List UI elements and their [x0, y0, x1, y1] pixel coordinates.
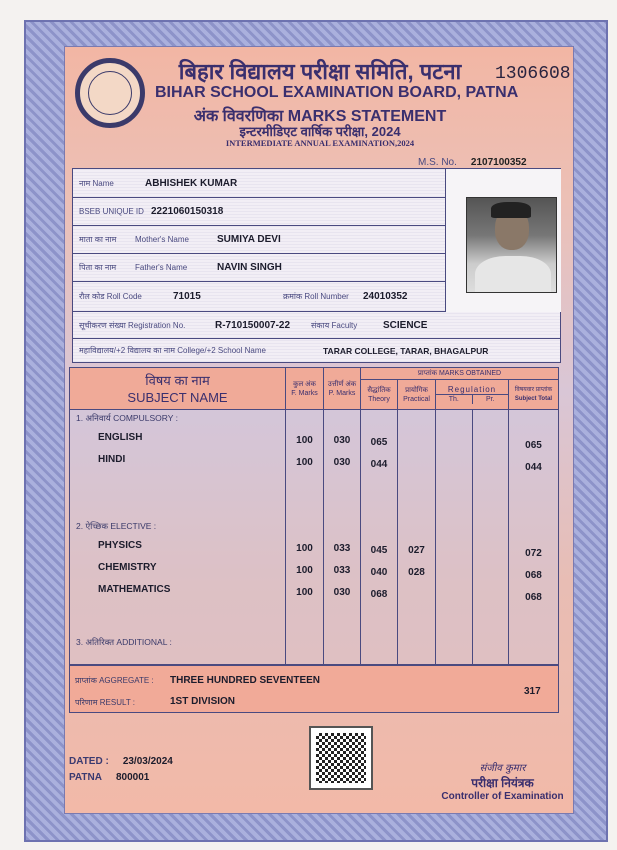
uid-row [73, 198, 445, 226]
theory-english: Theory [368, 395, 390, 403]
subject-total: 044 [525, 462, 542, 473]
practical-marks: 028 [408, 567, 425, 578]
subject-header-hindi: विषय का नाम [145, 372, 210, 388]
mother-row [73, 226, 445, 254]
subject-name: MATHEMATICS [98, 584, 171, 595]
full-marks: 100 [296, 435, 313, 446]
signature-block [440, 760, 565, 802]
full-marks: 100 [296, 587, 313, 598]
college-label: महाविद्यालय/+2 विद्यालय का नाम College/+2 School Name [79, 346, 266, 355]
mother-label: Mother's Name [135, 235, 189, 244]
roll-code: 71015 [173, 291, 201, 302]
full-marks: 100 [296, 543, 313, 554]
statement-title: अंक विवरणिका MARKS STATEMENT [193, 108, 447, 125]
marks-obtained-header: प्राप्तांक MARKS OBTAINED [361, 368, 559, 380]
ms-no-label: M.S. No. [418, 157, 457, 168]
regulation-pr: Pr. [485, 396, 495, 403]
mother-label-hindi: माता का नाम [79, 235, 117, 244]
marks-table [69, 367, 559, 665]
practical-header [398, 380, 436, 410]
fmarks-english: F. Marks [291, 389, 318, 397]
registration-row [73, 312, 560, 339]
subject-name: HINDI [98, 454, 126, 465]
regulation-th: Th. [436, 395, 473, 404]
aggregate-box [69, 665, 559, 713]
total-hindi: विषयवार प्राप्तांक [514, 386, 553, 393]
controller-hindi: परीक्षा नियंत्रक [471, 776, 534, 790]
dated-line [69, 756, 173, 767]
total-english: Subject Total [514, 395, 553, 402]
theory-header [361, 380, 398, 410]
subjects-column [70, 410, 286, 665]
board-name-english: BIHAR SCHOOL EXAMINATION BOARD, PATNA [155, 84, 519, 101]
fmarks-column [286, 410, 324, 665]
roll-code-label: रौल कोड Roll Code [79, 292, 142, 301]
subject-total: 072 [525, 548, 542, 559]
subject-name: CHEMISTRY [98, 562, 157, 573]
practical-marks: 027 [408, 545, 425, 556]
faculty-label: संकाय Faculty [311, 320, 358, 330]
exam-name-english: INTERMEDIATE ANNUAL EXAMINATION,2024 [225, 138, 415, 148]
pass-marks: 033 [333, 543, 351, 554]
roll-row [73, 282, 445, 312]
pmarks-english: P. Marks [328, 389, 356, 397]
fmarks-hindi: कुल अंक [293, 380, 316, 388]
dated-label: DATED : [69, 756, 109, 767]
category-elective: 2. ऐच्छिक ELECTIVE : [76, 521, 157, 531]
student-photo [466, 197, 557, 293]
pass-marks-header [324, 368, 361, 410]
theory-marks: 044 [370, 459, 388, 470]
registration-label: सूचीकरण संख्या Registration No. [79, 320, 186, 330]
subject-header-english: SUBJECT NAME [127, 389, 228, 405]
practical-column [398, 410, 436, 665]
theory-marks: 068 [370, 589, 388, 600]
category-compulsory: 1. अनिवार्य COMPULSORY : [76, 413, 178, 423]
subject-name: PHYSICS [98, 540, 142, 551]
college-name: TARAR COLLEGE, TARAR, BHAGALPUR [323, 345, 489, 356]
result-value: 1ST DIVISION [170, 696, 236, 707]
board-name-hindi: बिहार विद्यालय परीक्षा समिति, पटना [178, 59, 462, 84]
ms-no-value: 2107100352 [470, 157, 527, 168]
pass-marks: 030 [333, 435, 351, 446]
name-row [73, 169, 445, 198]
mother-name: SUMIYA DEVI [217, 234, 281, 245]
theory-marks: 065 [370, 437, 388, 448]
practical-english: Practical [403, 395, 430, 403]
place-line [69, 772, 149, 783]
pass-marks: 033 [333, 565, 351, 576]
uid-label: BSEB UNIQUE ID [79, 207, 144, 216]
pmarks-column [324, 410, 361, 665]
board-seal-logo [75, 58, 145, 128]
pass-marks: 030 [333, 587, 351, 598]
father-label: Father's Name [135, 263, 188, 272]
subject-total: 068 [525, 570, 542, 581]
exam-name-hindi: इन्टरमीडिएट वार्षिक परीक्षा, 2024 [239, 124, 401, 139]
full-marks-header [286, 368, 324, 410]
regulation-pr-column [473, 410, 509, 665]
date-value: 23/03/2024 [122, 756, 173, 767]
category-additional: 3. अतिरिक्त ADDITIONAL : [76, 637, 172, 647]
subject-total-header [509, 380, 559, 410]
college-row [73, 339, 560, 362]
uid-value: 2221060150318 [151, 206, 224, 217]
roll-number-label: क्रमांक Roll Number [283, 292, 349, 301]
photo-cell [445, 169, 561, 312]
subject-header [70, 368, 286, 410]
father-label-hindi: पिता का नाम [79, 263, 117, 272]
result-label: परिणाम RESULT : [75, 698, 136, 707]
serial-number: 1306608 [495, 64, 571, 84]
student-name: ABHISHEK KUMAR [145, 177, 238, 189]
signature: संजीव कुमार [479, 763, 526, 774]
qr-code [309, 726, 373, 790]
father-name: NAVIN SINGH [217, 262, 282, 273]
full-marks: 100 [296, 565, 313, 576]
theory-marks: 040 [370, 567, 388, 578]
roll-number: 24010352 [363, 291, 408, 302]
pmarks-hindi: उत्तीर्ण अंक [327, 380, 357, 388]
theory-column [361, 410, 398, 665]
full-marks: 100 [296, 457, 313, 468]
pass-marks: 030 [333, 457, 351, 468]
subject-total: 068 [525, 592, 542, 603]
regulation-th-column [436, 410, 473, 665]
place: PATNA [69, 772, 102, 783]
aggregate-words: THREE HUNDRED SEVENTEEN [170, 675, 321, 686]
faculty-value: SCIENCE [383, 319, 428, 331]
name-label: नाम Name [79, 178, 114, 188]
ms-number [418, 157, 527, 168]
theory-hindi: सैद्धांतिक [367, 386, 391, 394]
subject-total: 065 [525, 440, 542, 451]
pin-code: 800001 [115, 772, 150, 783]
total-column [509, 410, 559, 665]
registration-number: R-710150007-22 [215, 319, 291, 331]
aggregate-label: प्राप्तांक AGGREGATE : [75, 676, 154, 685]
regulation-header [436, 380, 509, 410]
father-row [73, 254, 445, 282]
subject-name: ENGLISH [98, 432, 143, 443]
student-info-box [72, 168, 561, 363]
practical-hindi: प्रायोगिक [405, 386, 428, 394]
controller-english: Controller of Examination [441, 791, 564, 802]
aggregate-total: 317 [524, 686, 541, 697]
theory-marks: 045 [370, 545, 388, 556]
regulation-label: Regulation [436, 385, 508, 395]
